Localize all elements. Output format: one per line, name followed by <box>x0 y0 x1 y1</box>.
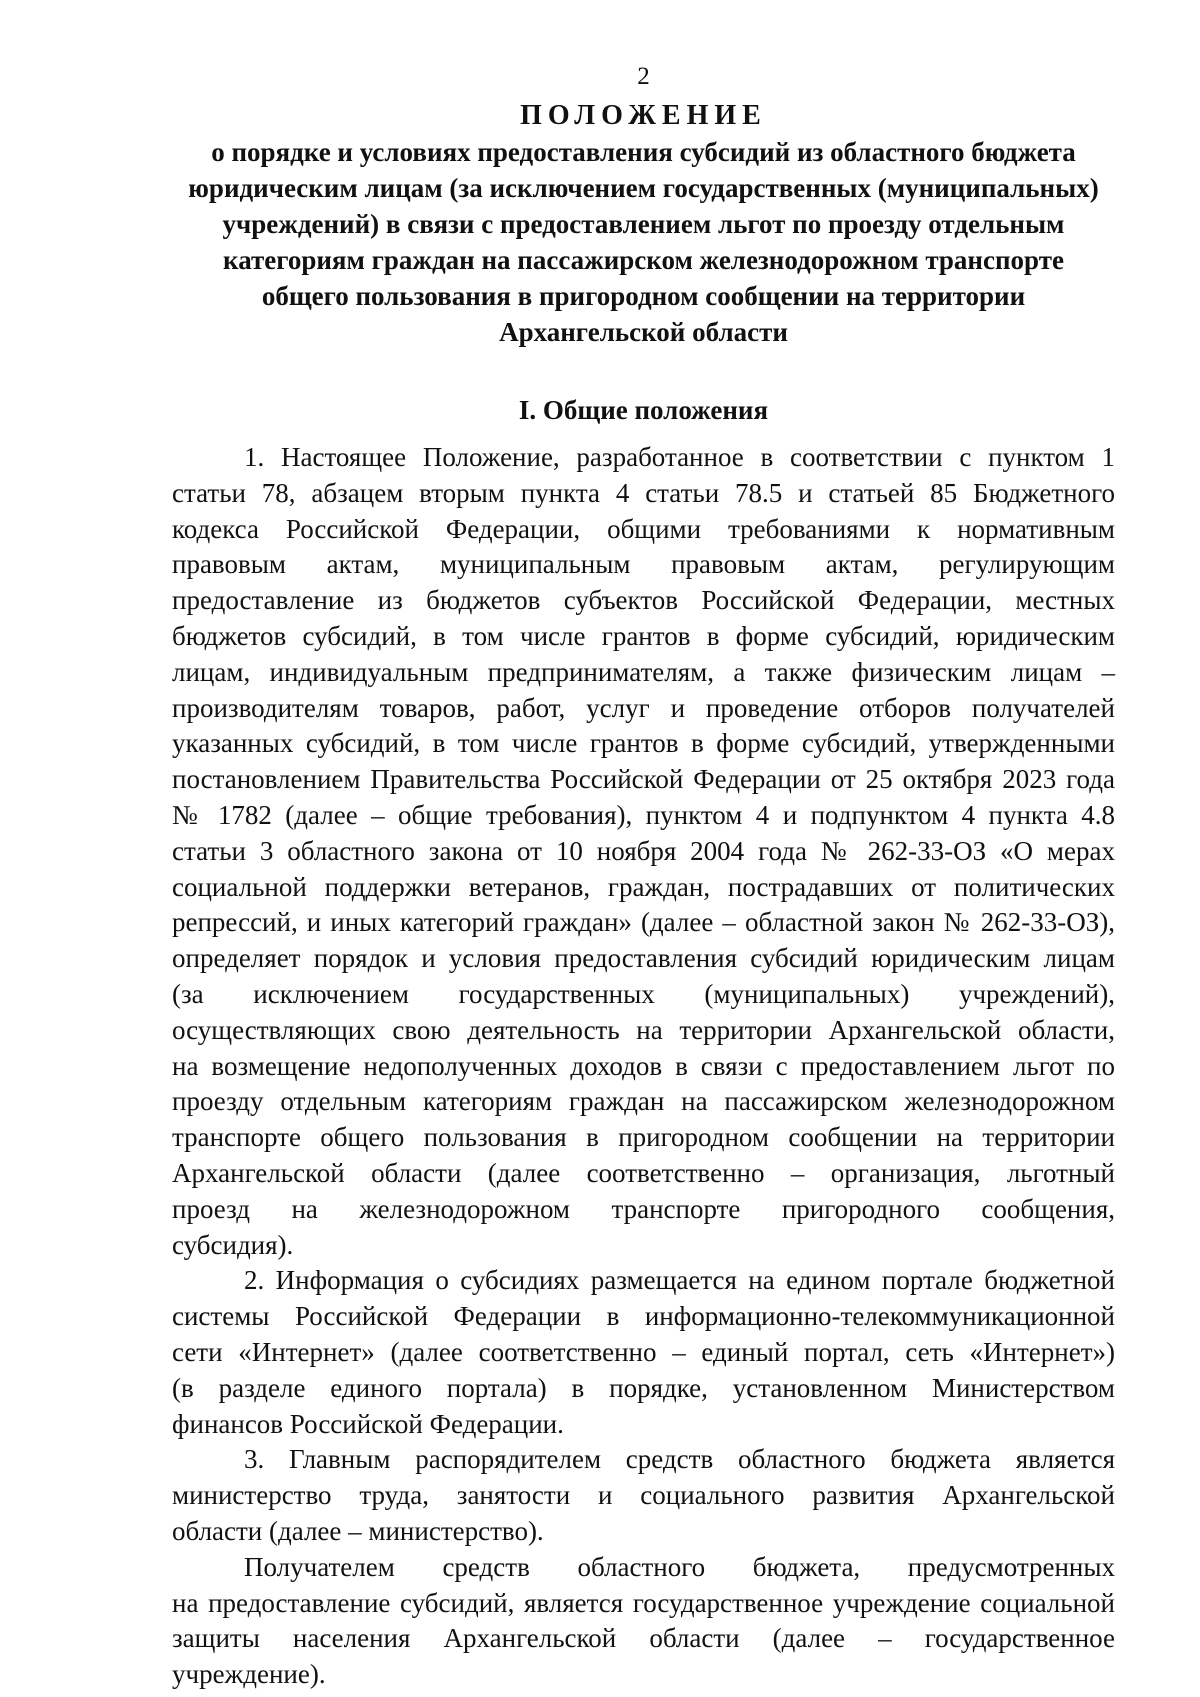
page-number: 2 <box>637 63 650 90</box>
paragraph-line: постановлением Правительства Российской Федерации от 25 октября 2023 года <box>172 764 1115 795</box>
paragraph-line: на возмещение недополученных доходов в связи с предоставлением льгот по <box>172 1050 1115 1081</box>
paragraph <box>172 1263 1115 1442</box>
paragraph-line: (за исключением государственных (муниципальных) учреждений), <box>172 978 1115 1009</box>
paragraph-line: указанных субсидий, в том числе грантов в форме субсидий, утвержденными <box>172 728 1115 759</box>
paragraph-line: на предоставление субсидий, является государственное учреждение социальной <box>172 1587 1115 1618</box>
paragraph-line: правовым актам, муниципальным правовым актам, регулирующим <box>172 549 1115 580</box>
paragraph-line: 2. Информация о субсидиях размещается на едином портале бюджетной <box>244 1265 1115 1296</box>
paragraph-line: определяет порядок и условия предоставления субсидий юридическим лицам <box>172 943 1115 974</box>
subtitle-line: о порядке и условиях предоставления субсидий из областного бюджета <box>211 137 1076 167</box>
paragraph-line: сети «Интернет» (далее соответственно – единый портал, сеть «Интернет») <box>172 1336 1115 1367</box>
paragraph-line: 3. Главным распорядителем средств областного бюджета является <box>244 1444 1115 1475</box>
paragraph-line: области (далее – министерство). <box>172 1515 544 1546</box>
paragraph-line: предоставление из бюджетов субъектов Российской Федерации, местных <box>172 585 1115 616</box>
paragraph-line: 1. Настоящее Положение, разработанное в соответствии с пунктом 1 <box>244 442 1115 472</box>
document-title: ПОЛОЖЕНИЕ <box>520 100 767 131</box>
paragraph-line: (в разделе единого портала) в порядке, установленном Министерством <box>172 1372 1115 1403</box>
paragraph-line: Получателем средств областного бюджета, предусмотренных <box>244 1551 1115 1582</box>
paragraph-line: осуществляющих свою деятельность на территории Архангельской области, <box>172 1014 1115 1045</box>
paragraph-line: статьи 78, абзацем вторым пункта 4 статьи 78.5 и статьей 85 Бюджетного <box>172 477 1115 508</box>
document-subtitle <box>172 134 1115 350</box>
paragraph-line: проезду отдельным категориям граждан на пассажирском железнодорожном <box>172 1086 1115 1117</box>
subtitle-line: категориям граждан на пассажирском железнодорожном транспорте <box>223 245 1064 275</box>
paragraph-line: министерство труда, занятости и социального развития Архангельской <box>172 1480 1115 1511</box>
paragraph-line: кодекса Российской Федерации, общими требованиями к нормативным <box>172 513 1115 544</box>
paragraph <box>172 1442 1115 1549</box>
paragraph-line: статьи 3 областного закона от 10 ноября 2004 года № 262-33-ОЗ «О мерах <box>172 835 1115 866</box>
paragraph-line: лицам, индивидуальным предпринимателям, а также физическим лицам – <box>172 656 1115 687</box>
paragraph-line: бюджетов субсидий, в том числе грантов в форме субсидий, юридическим <box>172 620 1115 651</box>
subtitle-line: юридическим лицам (за исключением государственных (муниципальных) <box>188 173 1099 203</box>
subtitle-line: учреждений) в связи с предоставлением льгот по проезду отдельным <box>222 209 1065 239</box>
section-heading: I. Общие положения <box>518 395 769 425</box>
document-body <box>172 440 1115 1693</box>
paragraph-line: проезд на железнодорожном транспорте пригородного сообщения, <box>172 1193 1115 1224</box>
paragraph-line: Архангельской области (далее соответственно – организация, льготный <box>172 1157 1115 1188</box>
paragraph-line: социальной поддержки ветеранов, граждан, пострадавших от политических <box>172 871 1115 902</box>
paragraph-line: финансов Российской Федерации. <box>172 1408 564 1439</box>
document-page <box>172 62 1115 1693</box>
paragraph-line: репрессий, и иных категорий граждан» (далее – областной закон № 262-33-ОЗ), <box>172 907 1115 938</box>
paragraph-line: № 1782 (далее – общие требования), пунктом 4 и подпунктом 4 пункта 4.8 <box>172 799 1115 830</box>
paragraph-line: субсидия). <box>172 1229 294 1260</box>
paragraph <box>172 1550 1115 1693</box>
paragraph-line: производителям товаров, работ, услуг и проведение отборов получателей <box>172 692 1115 723</box>
paragraph-line: учреждение). <box>172 1659 326 1690</box>
subtitle-line: Архангельской области <box>499 317 788 347</box>
subtitle-line: общего пользования в пригородном сообщении на территории <box>261 281 1026 311</box>
paragraph-line: защиты населения Архангельской области (далее – государственное <box>172 1623 1115 1654</box>
paragraph-line: системы Российской Федерации в информационно-телекоммуникационной <box>172 1301 1115 1332</box>
paragraph-line: транспорте общего пользования в пригородном сообщении на территории <box>172 1122 1115 1153</box>
paragraph <box>172 440 1115 1263</box>
